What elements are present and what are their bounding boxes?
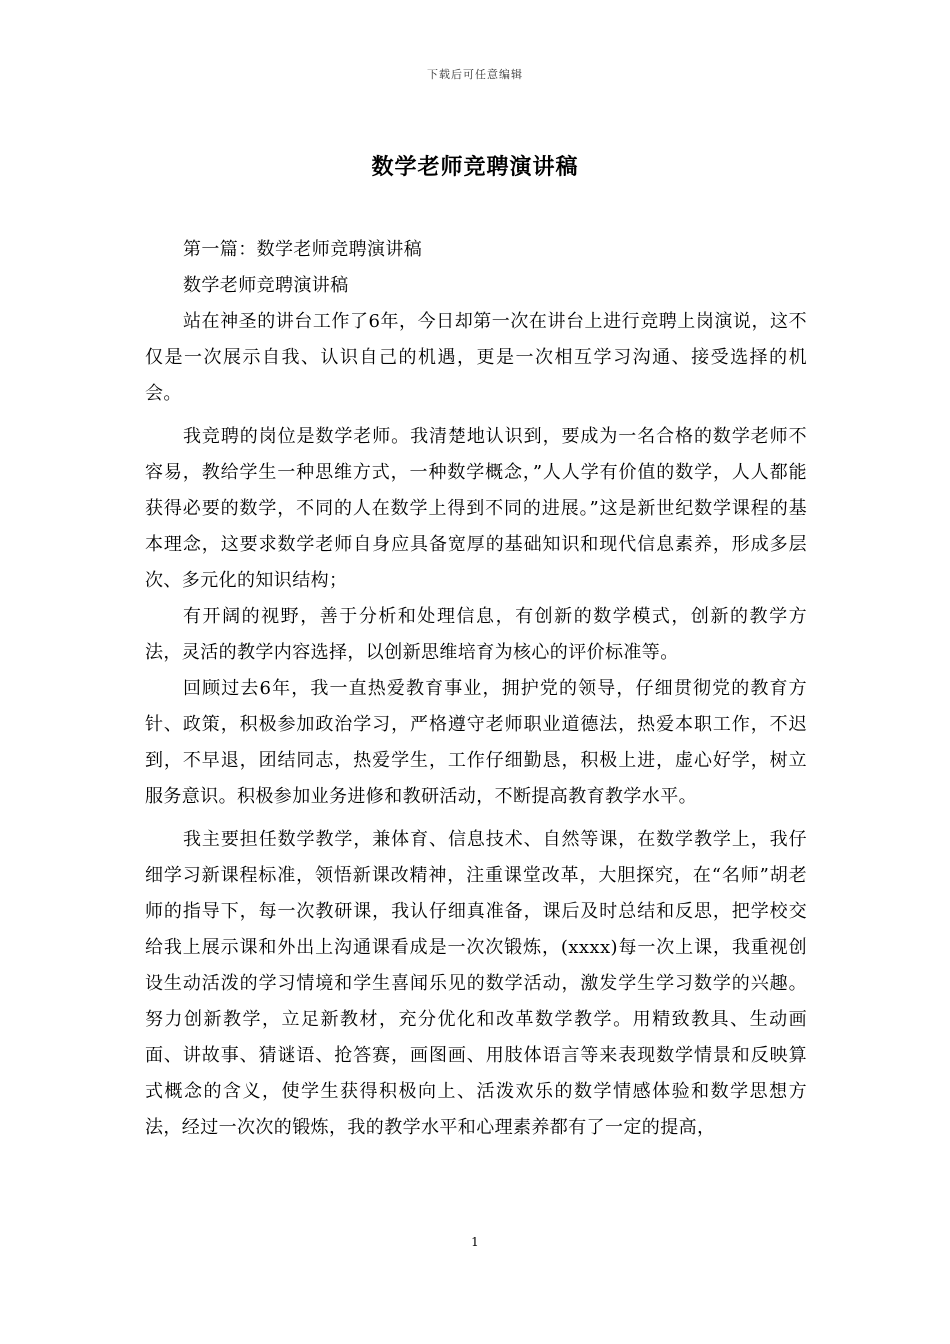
body-paragraph: 站在神圣的讲台工作了6年，今日却第一次在讲台上进行竞聘上岗演说，这不仅是一次展示自我、认识自己的机遇，更是一次相互学习沟通、接受选择的机会。 <box>145 311 807 404</box>
document-body <box>145 232 807 1146</box>
body-paragraph: 回顾过去6年，我一直热爱教育事业，拥护党的领导，仔细贯彻党的教育方针、政策，积极参加政治学习，严格遵守老师职业道德法，热爱本职工作，不迟到，不早退，团结同志，热爱学生，工作仔细勤恳，积极上进，虚心好学，树立服务意识。积极参加业务进修和教研活动，不断提高教育教学水平。 <box>145 678 807 807</box>
section-heading: 第一篇：数学老师竞聘演讲稿 <box>183 239 423 260</box>
page-number: 1 <box>471 1235 479 1249</box>
header-note: 下载后可任意编辑 <box>427 68 523 81</box>
body-paragraph: 有开阔的视野，善于分析和处理信息，有创新的数学模式，创新的教学方法，灵活的教学内容选择，以创新思维培育为核心的评价标准等。 <box>145 606 807 663</box>
body-paragraph: 我主要担任数学教学，兼体育、信息技术、自然等课，在数学教学上，我仔细学习新课程标准，领悟新课改精神，注重课堂改革，大胆探究，在“名师”胡老师的指导下，每一次教研课，我认仔细真准备，课后及时总结和反思，把学校交给我上展示课和外出上沟通课看成是一次次锻炼，(xxxx)每一次上课，我重视创设生动活泼的学习情境和学生喜闻乐见的数学活动，激发学生学习数学的兴趣。努力创新教学，立足新教材，充分优化和改革数学教学。用精致教具、生动画面、讲故事、猜谜语、抢答赛，画图画、用肢体语言等来表现数学情景和反映算式概念的含义，使学生获得积极向上、活泼欢乐的数学情感体验和数学思想方法，经过一次次的锻炼，我的教学水平和心理素养都有了一定的提高， <box>145 829 807 1138</box>
subtitle-paragraph: 数学老师竞聘演讲稿 <box>183 275 349 296</box>
body-paragraph: 我竞聘的岗位是数学老师。我清楚地认识到，要成为一名合格的数学老师不容易，教给学生一种思维方式，一种数学概念，”人人学有价值的数学，人人都能获得必要的数学，不同的人在数学上得到不同的进展。”这是新世纪数学课程的基本理念，这要求数学老师自身应具备宽厚的基础知识和现代信息素养，形成多层次、多元化的知识结构； <box>145 426 807 591</box>
document-title: 数学老师竞聘演讲稿 <box>371 154 579 180</box>
